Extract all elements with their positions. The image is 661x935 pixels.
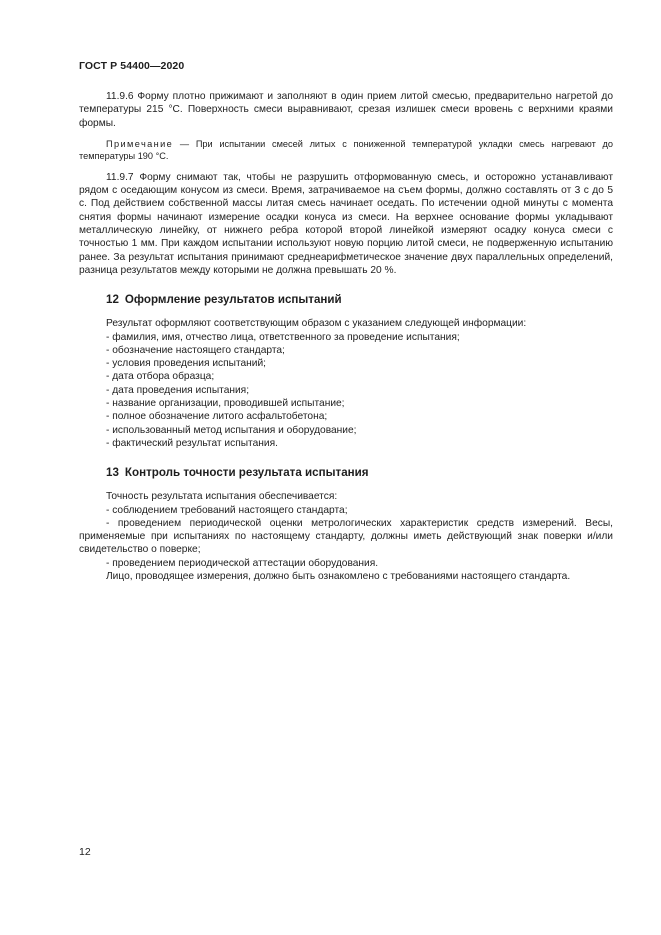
page-number: 12 — [79, 846, 91, 858]
list-item: - название организации, проводившей испытание; — [106, 398, 345, 410]
note-text: — При испытании смесей литых с пониженной температурой укладки смесь нагревают до температуры 190 °С. — [79, 138, 613, 162]
list-item: - фамилия, имя, отчество лица, ответственного за проведение испытания; — [106, 331, 460, 343]
section-13-closing: Лицо, проводящее измерения, должно быть ознакомлено с требованиями настоящего стандарта. — [106, 571, 571, 583]
list-item: - фактический результат испытания. — [106, 437, 278, 449]
section-12-heading — [106, 293, 613, 307]
list-item: - использованный метод испытания и оборудование; — [106, 424, 357, 436]
section-12-list — [79, 331, 613, 451]
list-item: - дата проведения испытания; — [106, 384, 250, 396]
section-13-list — [79, 504, 613, 584]
list-item: - обозначение настоящего стандарта; — [106, 344, 285, 356]
paragraph-11-9-7: 11.9.7 Форму снимают так, чтобы не разрушить отформованную смесь, и осторожно устанавливают рядом с оседающим конусом из смеси. Время, затрачиваемое на съем формы, должно составлять от 3 с до 5 с. Под действием собственной массы литая смесь начинает оседать. По истечении одной минуты с момента снятия формы начинают измерение осадки конуса из смеси. На верхнее основание формы укладывают металлическую линейку, от нижнего ребра которой второй линейкой измеряют осадку конуса смеси с точностью 1 мм. При каждом испытании используют новую порцию литой смеси, не подверженную испытанию ранее. За результат испытания принимают среднеарифметическое значение двух параллельных определений, разница результатов между которыми не должна превышать 20 %. — [79, 171, 613, 276]
list-item: - условия проведения испытаний; — [106, 358, 267, 370]
list-item: - проведением периодической оценки метрологических характеристик средств измерений. Весы, применяемые при испытаниях по настоящему стандарту, должны иметь действующий знак поверки и/или свидетельство о поверке; — [79, 517, 613, 556]
section-13-title: Контроль точности результата испытания — [124, 466, 369, 480]
section-12-intro: Результат оформляют соответствующим образом с указанием следующей информации: — [106, 318, 527, 330]
section-12-title: Оформление результатов испытаний — [124, 293, 342, 307]
list-item: - соблюдением требований настоящего стандарта; — [106, 504, 348, 516]
list-item: - полное обозначение литого асфальтобетона; — [106, 411, 328, 423]
section-13-heading — [106, 466, 613, 480]
paragraph-11-9-6: 11.9.6 Форму плотно прижимают и заполняют в один прием литой смесью, предварительно нагретой до температуры 215 °С. Поверхность смеси выравнивают, срезая излишек смеси вровень с верхними краями формы. — [79, 91, 613, 129]
section-13-number: 13 — [106, 466, 119, 480]
list-item: - проведением периодической аттестации оборудования. — [106, 557, 379, 569]
page-content — [79, 90, 613, 589]
note-paragraph — [79, 138, 613, 163]
list-item: - дата отбора образца; — [106, 371, 215, 383]
section-12-number: 12 — [106, 293, 119, 307]
section-13-intro: Точность результата испытания обеспечивается: — [106, 491, 338, 503]
standard-header: ГОСТ Р 54400—2020 — [79, 60, 185, 72]
note-label: Примечание — [106, 138, 174, 149]
